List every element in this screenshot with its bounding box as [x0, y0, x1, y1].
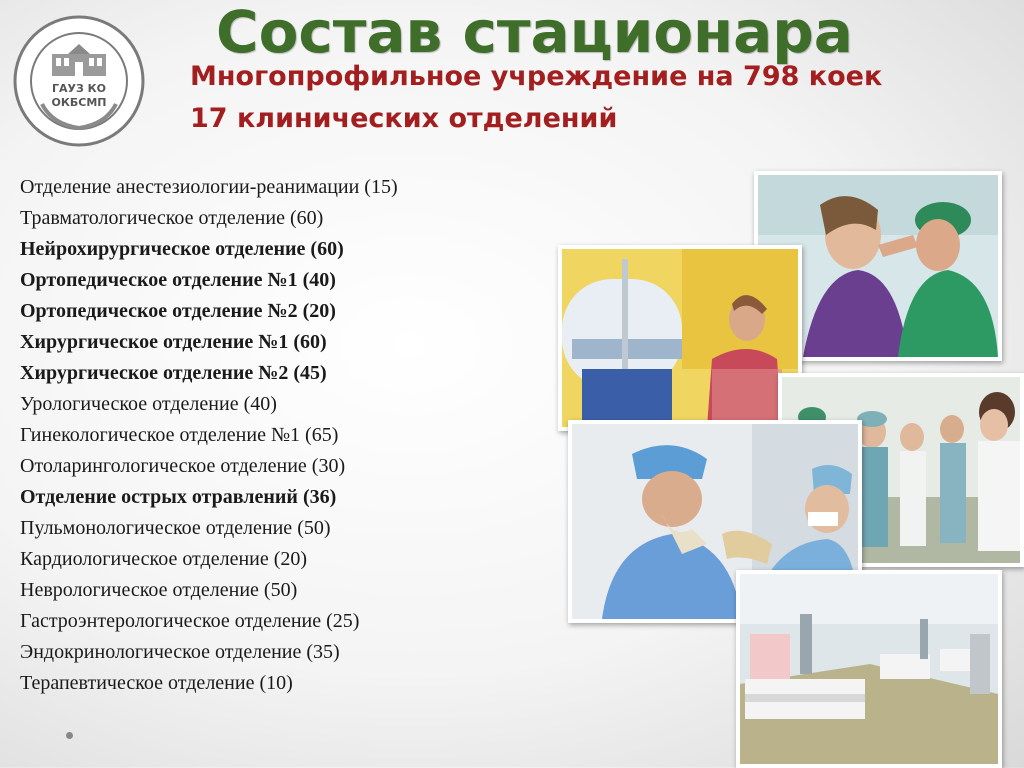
department-item: Травматологическое отделение (60): [20, 207, 324, 229]
department-item: Эндокринологическое отделение (35): [20, 641, 340, 663]
department-item: Гастроэнтерологическое отделение (25): [20, 610, 360, 632]
logo-text-2: ОКБСМП: [51, 96, 107, 109]
department-item: Ортопедическое отделение №1 (40): [20, 269, 336, 291]
department-item: Отделение анестезиологии-реанимации (15): [20, 176, 398, 198]
photo-ward: [736, 570, 1002, 768]
hospital-logo: [12, 14, 146, 148]
department-item: Хирургическое отделение №2 (45): [20, 362, 327, 384]
page-title: Состав стационара: [216, 0, 853, 66]
department-item: Урологическое отделение (40): [20, 393, 277, 415]
department-item: Нейрохирургическое отделение (60): [20, 238, 344, 260]
bullet-dot: [66, 732, 73, 739]
department-item: Пульмонологическое отделение (50): [20, 517, 331, 539]
subtitle-beds: Многопрофильное учреждение на 798 коек: [190, 61, 883, 92]
department-item: Терапевтическое отделение (10): [20, 672, 293, 694]
photo-inhalation-room: [558, 245, 802, 431]
department-item: Отоларингологическое отделение (30): [20, 455, 346, 477]
logo-text-1: ГАУЗ КО: [52, 82, 106, 95]
department-list: [20, 172, 398, 699]
department-item: Хирургическое отделение №1 (60): [20, 331, 327, 353]
department-item: Кардиологическое отделение (20): [20, 548, 308, 570]
department-item: Ортопедическое отделение №2 (20): [20, 300, 336, 322]
subtitle-departments-count: 17 клинических отделений: [190, 103, 618, 134]
department-item: Гинекологическое отделение №1 (65): [20, 424, 339, 446]
department-item: Отделение острых отравлений (36): [20, 486, 337, 508]
department-item: Неврологическое отделение (50): [20, 579, 298, 601]
